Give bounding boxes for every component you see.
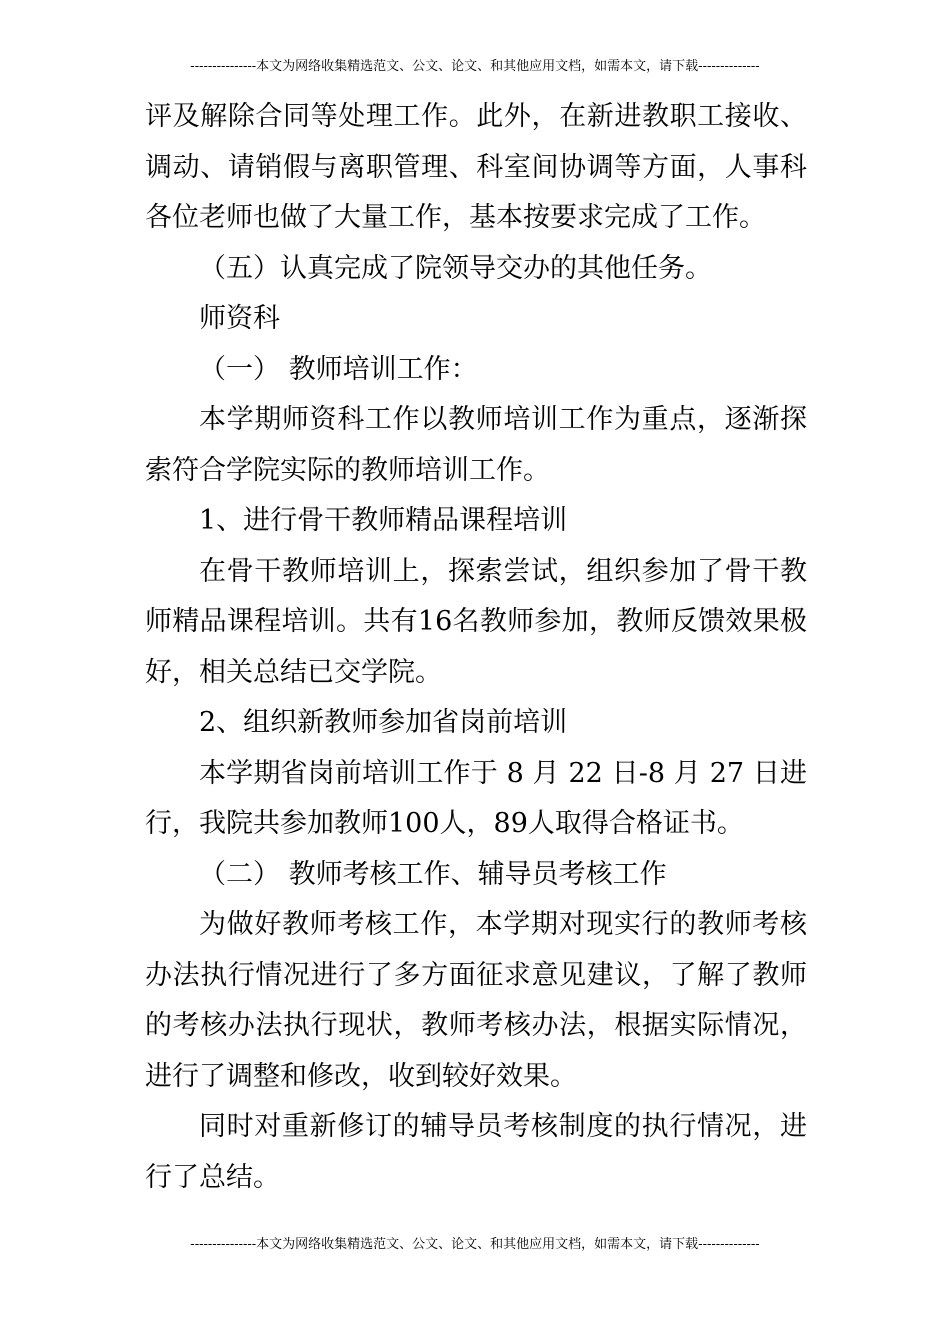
paragraph-11: 为做好教师考核工作，本学期对现实行的教师考核办法执行情况进行了多方面征求意见建议，了解了教师的考核办法执行现状，教师考核办法，根据实际情况，进行了调整和修改，收到较好效果。 [145, 909, 807, 1092]
subsection-heading-1: （一） 教师培训工作： [199, 353, 478, 385]
paragraph-12: 同时对重新修订的辅导员考核制度的执行情况，进行了总结。 [145, 1111, 807, 1193]
page-footer-banner: ---------------本文为网络收集精选范文、公文、论文、和其他应用文档，如需本文，请下载-------------- [190, 1237, 760, 1252]
document-body [145, 92, 807, 1203]
item-heading-2: 2、组织新教师参加省岗前培训 [199, 707, 568, 738]
page-header-banner: ---------------本文为网络收集精选范文、公文、论文、和其他应用文档，如需本文，请下载-------------- [190, 59, 760, 74]
paragraph-1: 评及解除合同等处理工作。此外，在新进教职工接收、调动、请销假与离职管理、科室间协调等方面，人事科各位老师也做了大量工作，基本按要求完成了工作。 [145, 101, 807, 233]
subsection-heading-2: （二） 教师考核工作、辅导员考核工作 [199, 858, 667, 890]
paragraph-7: 在骨干教师培训上，探索尝试，组织参加了骨干教师精品课程培训。共有16名教师参加，教师反馈效果极好，相关总结已交学院。 [145, 555, 807, 688]
paragraph-2: （五）认真完成了院领导交办的其他任务。 [199, 252, 712, 284]
paragraph-5: 本学期师资科工作以教师培训工作为重点，逐渐探索符合学院实际的教师培训工作。 [145, 404, 807, 486]
paragraph-9: 本学期省岗前培训工作于 8 月 22 日-8 月 27 日进行，我院共参加教师100人，89人取得合格证书。 [145, 757, 807, 839]
section-heading-shizike: 师资科 [199, 303, 280, 334]
item-heading-1: 1、进行骨干教师精品课程培训 [199, 505, 568, 536]
